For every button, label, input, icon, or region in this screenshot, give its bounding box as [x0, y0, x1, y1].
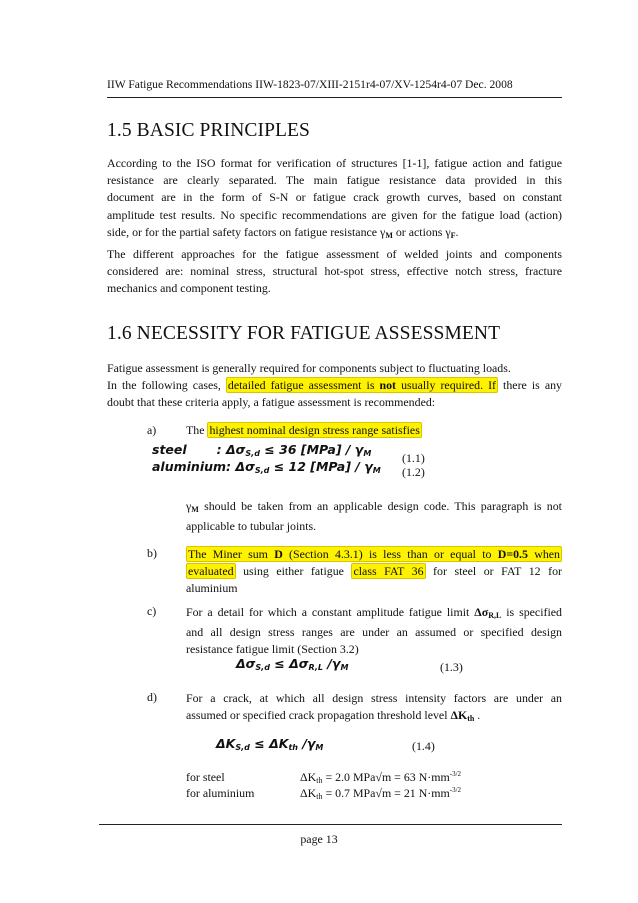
aluminium-criterion-formula: aluminium: $\Delta\sigma_{S,d} \le 12$ $[MPa] / \gamma_M$ — [152, 459, 381, 475]
item-d-letter: d) — [147, 690, 157, 704]
section-1-6-title: 1.6 NECESSITY FOR FATIGUE ASSESSMENT — [107, 323, 501, 344]
item-b-text — [186, 546, 562, 598]
page-number: page 13 — [300, 832, 338, 846]
text-line: For a detail for which a constant amplitude fatigue limit $\Delta\sigma_{R,L}$ is specified — [186, 605, 562, 620]
highlight: The Miner sum D (Section 4.3.1) is less than or equal to D=0.5 when — [188, 547, 560, 561]
text-line: $\gamma_M$ should be taken from an applicable design code. This paragraph is not — [186, 499, 562, 514]
text-line: doubt that these criteria apply, a fatigue assessment is recommended: — [107, 395, 436, 410]
highlight: highest nominal design stress range satisfies — [209, 423, 420, 437]
item-a-letter: a) — [147, 423, 157, 437]
text-line: side, or for the partial safety factors on fatigue resistance $\gamma_M$ or actions $\gamma_F$. — [107, 224, 459, 240]
square-root-icon: √ — [375, 770, 382, 784]
highlight: class FAT 36 — [353, 564, 424, 579]
threshold-formula: $\Delta K_{S,d} \le \Delta K_{th}$ $/\gamma_M$ — [216, 736, 324, 752]
section-1-5-title: 1.5 BASIC PRINCIPLES — [107, 120, 310, 141]
equation-number-1-2: (1.2) — [402, 465, 425, 479]
text-line: document are in the form of S-N or fatigue crack growth curves, based on constant — [107, 190, 562, 205]
text-line: considered are: nominal stress, structural hot-spot stress, effective notch stress, fracture — [107, 264, 562, 279]
equation-number-1-4: (1.4) — [412, 739, 435, 753]
highlight: detailed fatigue assessment is not usually required. If — [227, 378, 497, 393]
steel-threshold-value: $\Delta K_{th} = 2.0$ MPa√m = 63 $N\cdot mm^{-3/2}$ — [300, 770, 462, 785]
square-root-icon: √ — [375, 786, 382, 800]
text-line — [186, 546, 562, 563]
header-rule — [107, 97, 562, 98]
steel-threshold-label: for steel — [186, 770, 225, 784]
text-line: Fatigue assessment is generally required for components subject to fluctuating loads. — [107, 361, 511, 375]
item-c-text — [186, 604, 562, 659]
text-line: applicable to tubular joints. — [186, 519, 317, 534]
text-line: resistance fatigue limit (Section 3.2) — [186, 642, 359, 657]
section-1-6-intro — [107, 360, 562, 412]
text-line: In the following cases, detailed fatigue assessment is not usually required. If there is any — [107, 378, 563, 393]
text-line: According to the ISO format for verification of structures [1-1], fatigue action and fatigue — [107, 156, 562, 170]
section-1-5-paragraph-1 — [107, 155, 562, 244]
item-a-note — [186, 498, 562, 535]
text-line: and all design stress ranges are under an assumed or specified design — [186, 625, 562, 640]
text-line: The different approaches for the fatigue assessment of welded joints and components — [107, 247, 562, 261]
steel-criterion-formula: steel : $\Delta\sigma_{S,d} \le 36$ $[MPa] / \gamma_M$ — [152, 442, 372, 458]
aluminium-threshold-label: for aluminium — [186, 786, 255, 800]
running-header: IIW Fatigue Recommendations IIW-1823-07/XIII-2151r4-07/XV-1254r4-07 Dec. 2008 — [107, 78, 513, 91]
text-line: aluminium — [186, 581, 238, 596]
text-line: resistance are clearly separated. The main fatigue resistance data provided in this — [107, 173, 562, 188]
equation-number-1-1: (1.1) — [402, 451, 425, 465]
text-line: For a crack, at which all design stress intensity factors are under an — [186, 691, 562, 705]
item-a-intro: The highest nominal design stress range satisfies — [186, 423, 420, 437]
aluminium-threshold-value: $\Delta K_{th} = 0.7$ MPa√m = 21 $N\cdot mm^{-3/2}$ — [300, 786, 462, 801]
text-line: evaluated using either fatigue class FAT 36 for steel or FAT 12 for — [188, 564, 562, 579]
text-line: assumed or specified crack propagation threshold level $\Delta K_{th}$ . — [186, 708, 481, 724]
text-line: amplitude test results. No specific recommendations are given for the fatigue load (action) — [107, 207, 562, 222]
section-1-5-paragraph-2 — [107, 246, 562, 298]
highlight: evaluated — [188, 564, 234, 579]
fatigue-limit-formula: $\Delta\sigma_{S,d} \le \Delta\sigma_{R,L}$ $/\gamma_M$ — [236, 656, 349, 672]
equation-number-1-3: (1.3) — [440, 660, 463, 674]
text-line: mechanics and component testing. — [107, 281, 271, 296]
item-b-letter: b) — [147, 546, 157, 560]
item-c-letter: c) — [147, 604, 157, 618]
footer-rule — [99, 824, 562, 825]
item-d-text — [186, 690, 562, 727]
